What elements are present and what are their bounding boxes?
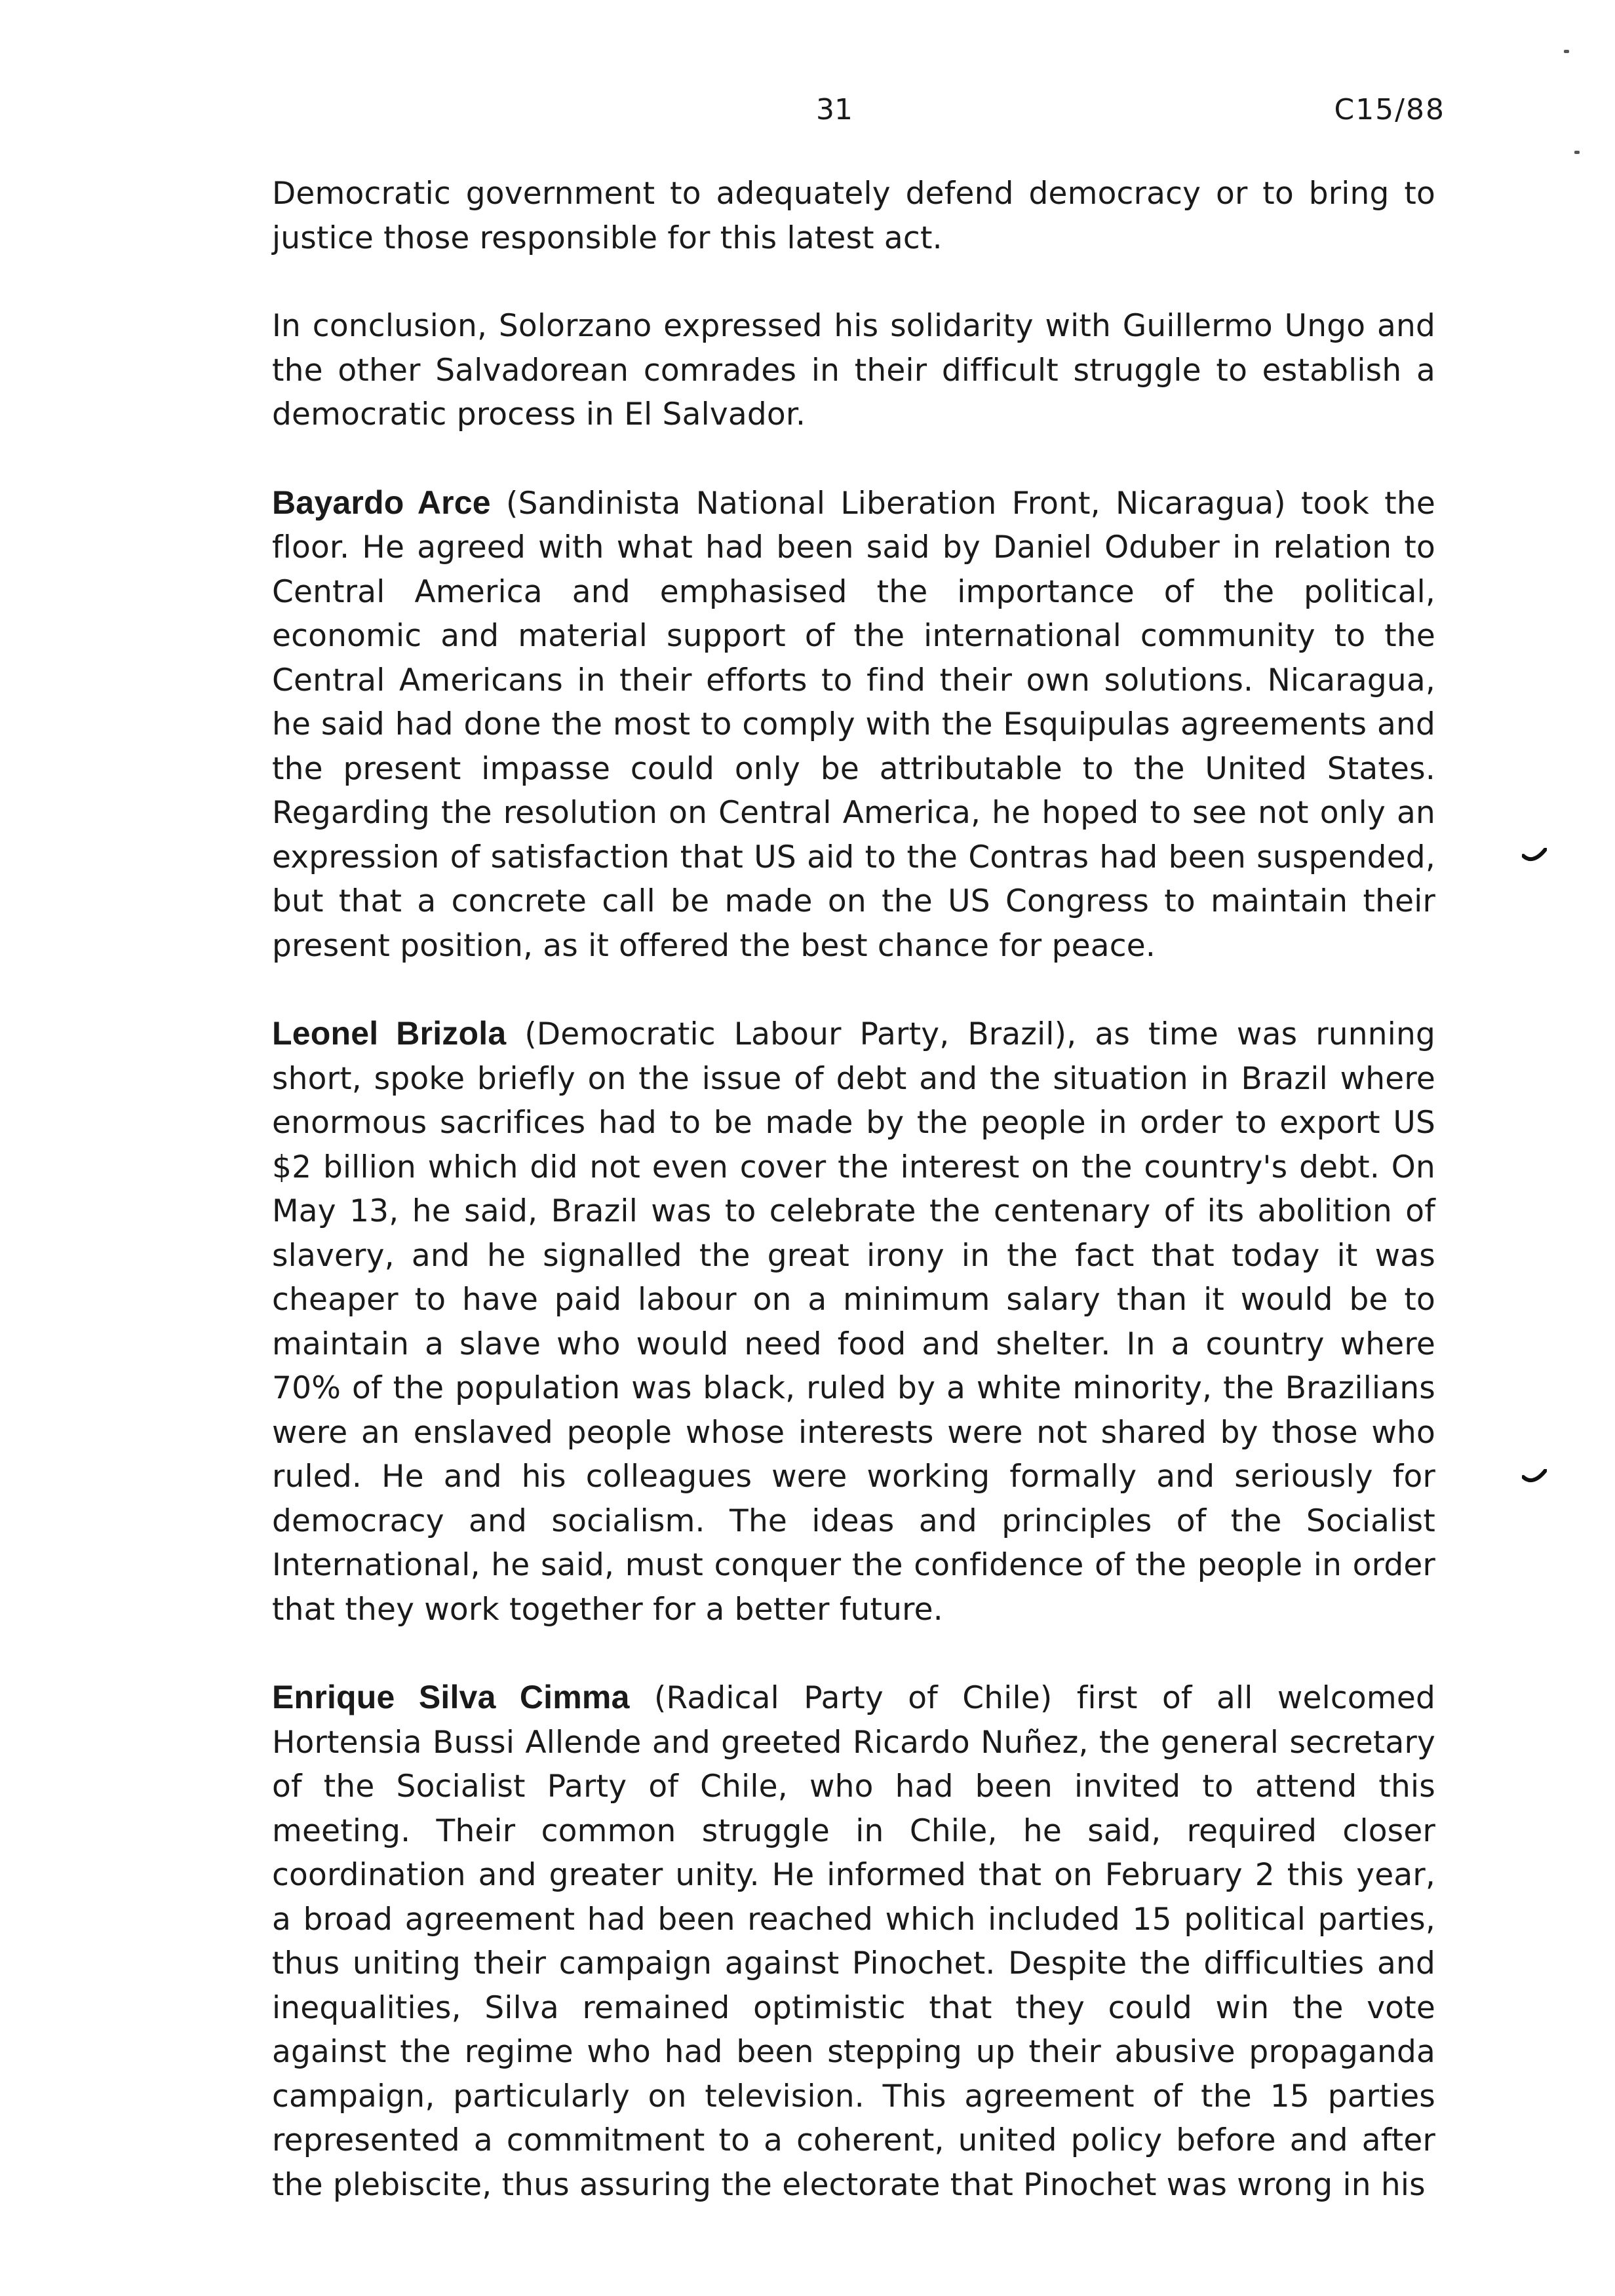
page-number: 31 [816, 93, 853, 126]
document-body [272, 172, 1435, 2251]
speaker-name: Leonel Brizola [272, 1015, 507, 1052]
paragraph-continuation [272, 172, 1435, 260]
scan-speck [1564, 50, 1569, 53]
paragraph-enrique-silva-cimma [272, 1675, 1435, 2207]
margin-check-mark-icon [1522, 848, 1547, 862]
page-header [816, 90, 1445, 130]
paragraph-text: (Sandinista National Liberation Front, Nicaragua) took the floor. He agreed with what had been said by Daniel Oduber in relation to Central America and emphasised the importance of the political, economic and material support of the international community to the Central Americans in their efforts to find their own solutions. Nicaragua, he said had done the most to comply with the Esquipulas agreements and the present impasse could only be attributable to the United States. Regarding the resolution on Central America, he hoped to see not only an expression of satisfaction that US aid to the Contras had been suspended, but that a concrete call be made on the US Congress to maintain their present position, as it offered the best chance for peace. [272, 485, 1435, 964]
paragraph-conclusion [272, 304, 1435, 437]
margin-check-mark-icon [1522, 1469, 1547, 1483]
paragraph-bayardo-arce [272, 481, 1435, 968]
paragraph-text: In conclusion, Solorzano expressed his solidarity with Guillermo Ungo and the other Salvadorean comrades in their difficult struggle to establish a democratic process in El Salvador. [272, 308, 1435, 432]
scan-speck [1574, 151, 1580, 154]
paragraph-text: (Democratic Labour Party, Brazil), as time was running short, spoke briefly on the issue of debt and the situation in Brazil where enormous sacrifices had to be made by the people in order to export US $2 billion which did not even cover the interest on the country's debt. On May 13, he said, Brazil was to celebrate the centenary of its abolition of slavery, and he signalled the great irony in the fact that today it was cheaper to have paid labour on a minimum salary than it would be to maintain a slave who would need food and shelter. In a country where 70% of the population was black, ruled by a white minority, the Brazilians were an enslaved people whose interests were not shared by those who ruled. He and his colleagues were working formally and seriously for democracy and socialism. The ideas and principles of the Socialist International, he said, must conquer the confidence of the people in order that they work together for a better future. [272, 1016, 1435, 1628]
paragraph-leonel-brizola [272, 1012, 1435, 1632]
paragraph-text: (Radical Party of Chile) first of all welcomed Hortensia Bussi Allende and greeted Ricardo Nuñez, the general secretary of the Socialist Party of Chile, who had been invited to attend this meeting. Their common struggle in Chile, he said, required closer coordination and greater unity. He informed that on February 2 this year, a broad agreement had been reached which included 15 political parties, thus uniting their campaign against Pinochet. Despite the difficulties and inequalities, Silva remained optimistic that they could win the vote against the regime who had been stepping up their abusive propaganda campaign, particularly on television. This agreement of the 15 parties represented a commitment to a coherent, united policy before and after the plebiscite, thus assuring the electorate that Pinochet was wrong in his [272, 1680, 1435, 2203]
document-reference: C15/88 [1334, 93, 1445, 126]
speaker-name: Bayardo Arce [272, 484, 491, 521]
paragraph-text: Democratic government to adequately defend democracy or to bring to justice those responsible for this latest act. [272, 176, 1435, 256]
speaker-name: Enrique Silva Cimma [272, 1679, 630, 1715]
